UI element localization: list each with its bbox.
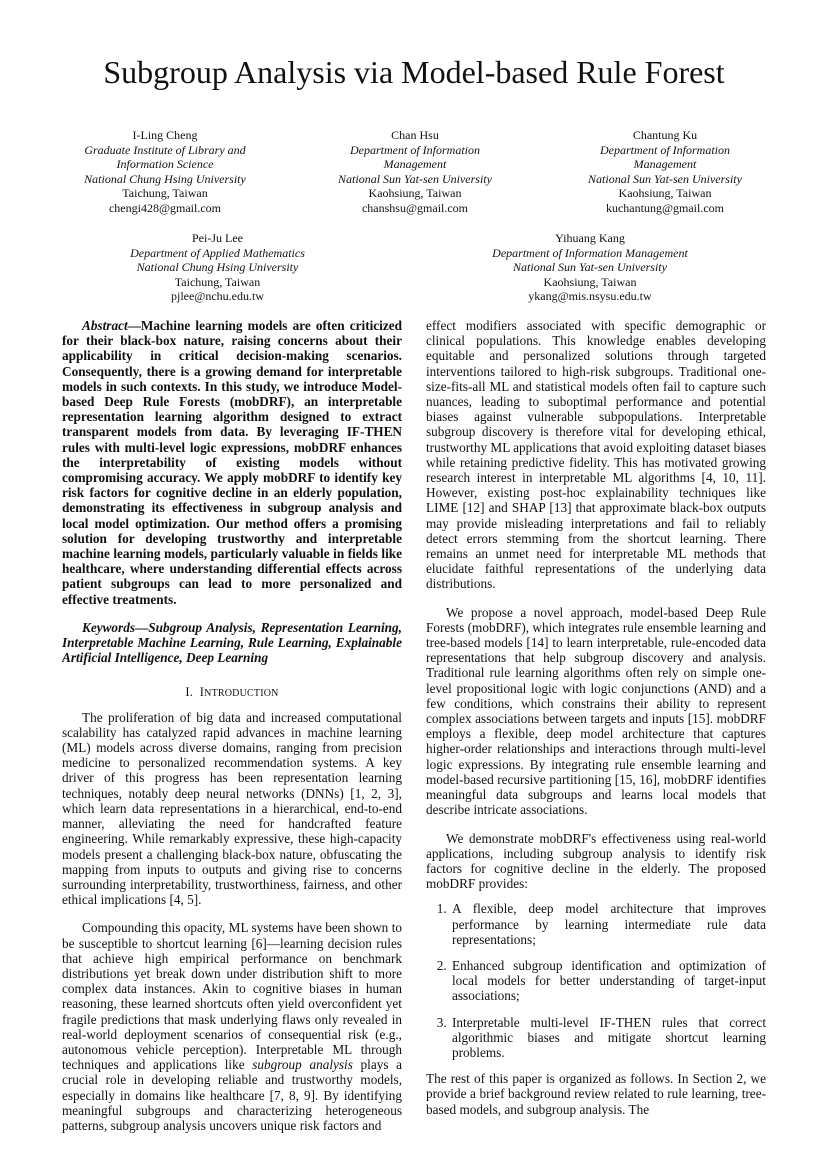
author-affiliation: Department of Information Management [492, 245, 688, 260]
author-location: Kaohsiung, Taiwan [543, 274, 637, 289]
left-column [62, 318, 402, 1148]
intro-paragraph-2-before: Compounding this opacity, ML systems have been shown to be susceptible to shortcut learning [6]—learning decision rules that achieve high empirical performance on benchmark distributions yet break down under distribution shift to more complex data instances. Akin to cognitive biases in human reasoning, these learned shortcuts often yield overconfident yet fragile predictions that mask underlying flaws only revealed in real-world deployment scenarios of consequential risk (e.g., autonomous vehicle perception). Interpretable ML through techniques and applications like [62, 920, 402, 1073]
authors-row-1 [40, 128, 790, 216]
author-affiliation: National Chung Hsing University [84, 171, 246, 186]
intro-paragraph-2-continued: effect modifiers associated with specific demographic or clinical populations. This knowledge enables developing equitable and personalized solutions through targeted interventions tailored to high-risk subgroups. Traditional one-size-fits-all ML and statistical models often fail to capture such nuances, leading to suboptimal performance and potential biases against vulnerable subpopulations. Interpretable subgroup discovery is therefore vital for developing ethical, trustworthy ML applications that avoid exploiting dataset biases while retaining predictive fidelity. This has motivated growing research interest in interpretable ML algorithms [4, 10, 11]. However, existing post-hoc explainability techniques like LIME [12] and SHAP [13] that approximate black-box outputs may provide misleading interpretations and fail to reliably detect errors stemming from the shortcut learning. There remains an unmet need for interpretable ML methods that elucidate faithful representations of the underlying data distributions. [426, 318, 766, 592]
author-location: Kaohsiung, Taiwan [368, 186, 462, 201]
author-affiliation: Department of Information [600, 142, 730, 157]
author-affiliation: National Chung Hsing University [136, 260, 299, 275]
author-affiliation: Information Science [116, 157, 214, 172]
list-item: 1. A flexible, deep model architecture that improves performance by learning intermediate rule data representations; [450, 901, 766, 947]
authors-row-2 [90, 231, 740, 304]
intro-paragraph-3: We propose a novel approach, model-based Deep Rule Forests (mobDRF), which integrates rule ensemble learning and tree-based models [14] to learn interpretable, rule-encoded data representations that help subgroup discovery and analysis. Traditional rule learning algorithms often rely on simple one-level propositional logic with logic conjunctions (AND) and a few conditions, which constrains their ability to represent complex associations between targets and inputs [15]. mobDRF employs a flexible, deep model architecture that captures higher-order relationships and interactions through multi-level logic expressions. By integrating rule ensemble learning and model-based recursive partitioning [15, 16], mobDRF identifies meaningful data subgroups and learns local models that describe intricate associations. [426, 604, 766, 818]
author-affiliation: Management [633, 157, 697, 172]
author-block [40, 128, 290, 216]
author-location: Kaohsiung, Taiwan [618, 186, 712, 201]
author-affiliation: Department of Information [350, 142, 480, 157]
author-affiliation: National Sun Yat-sen University [588, 171, 742, 186]
author-affiliation: Management [383, 157, 447, 172]
intro-paragraph-1: The proliferation of big data and increased computational scalability has catalyzed rapid advances in machine learning (ML) models across diverse domains, ranging from precision medicine to personalized recommendation systems. A key driver of this progress has been representation learning techniques, notably deep neural networks (DNNs) [1, 2, 3], which learn data representations in a hierarchical, end-to-end manner, alleviating the need for handcrafted feature engineering. While remarkably expressive, these high-capacity models present a challenging black-box nature, obfuscating the mapping from inputs to outputs and giving rise to concerns surrounding interpretability, trustworthiness, fairness, and other ethical implications [4, 5]. [62, 709, 402, 908]
author-block [440, 231, 740, 304]
author-email: chengi428@gmail.com [108, 200, 222, 215]
author-affiliation: Department of Applied Mathematics [130, 245, 305, 260]
author-affiliation: Graduate Institute of Library and [84, 142, 246, 157]
author-name: Chantung Ku [632, 128, 698, 142]
author-name: I-Ling Cheng [132, 128, 198, 142]
author-block [90, 231, 345, 304]
intro-paragraph-2-after: plays a crucial role in developing reliable and trustworthy models, especially in domains like healthcare [7, 8, 9]. By identifying meaningful subgroups and characterizing heterogeneous patterns, subgroup analysis uncovers unique risk factors and [62, 1057, 402, 1133]
section-numeral: I. [185, 685, 194, 700]
author-location: Taichung, Taiwan [174, 274, 261, 289]
author-email: kuchantung@gmail.com [605, 200, 725, 215]
intro-paragraph-5: The rest of this paper is organized as follows. In Section 2, we provide a brief background review related to rule learning, tree-based models, and subgroup analysis. The [426, 1071, 766, 1117]
author-email: ykang@mis.nsysu.edu.tw [528, 289, 652, 304]
author-location: Taichung, Taiwan [122, 186, 208, 201]
author-affiliation: National Sun Yat-sen University [338, 171, 492, 186]
abstract-text: —Machine learning models are often criticized for their black-box nature, raising concerns about their applicability in critical decision-making scenarios. Consequently, there is a growing demand for interpretable models in such contexts. In this study, we introduce Model-based Deep Rule Forests (mobDRF), an interpretable representation learning algorithm designed to extract transparent models from data. By leveraging IF-THEN rules with multi-level logic expressions, mobDRF enhances the interpretability of existing models without compromising accuracy. We apply mobDRF to identify key risk factors for cognitive decline in an elderly population, demonstrating its effectiveness in subgroup analysis and local model optimization. Our method offers a promising solution for developing trustworthy and interpretable machine learning models, particularly valuable in fields like healthcare, where understanding differential effects across patient subgroups can lead to more personalized and effective treatments. [62, 318, 402, 607]
author-block [290, 128, 540, 216]
abstract [62, 318, 402, 607]
author-name: Chan Hsu [391, 128, 439, 142]
abstract-lead: Abstract [82, 318, 128, 333]
right-column [426, 318, 766, 1148]
author-block [540, 128, 790, 216]
author-email: chanshsu@gmail.com [361, 200, 469, 215]
subgroup-analysis-emphasis: subgroup analysis [252, 1057, 353, 1073]
paper-title: Subgroup Analysis via Model-based Rule Forest [103, 54, 725, 90]
list-item: 3. Interpretable multi-level IF-THEN rules that correct algorithmic biases and mitigate shortcut learning problems. [450, 1015, 766, 1061]
section-title-first: I [199, 685, 205, 700]
author-name: Pei-Ju Lee [192, 231, 243, 245]
section-heading-introduction [62, 685, 402, 701]
intro-paragraph-2 [62, 920, 402, 1133]
keywords: Keywords—Subgroup Analysis, Representation Learning, Interpretable Machine Learning, Rule Learning, Explainable Artificial Intelligence, Deep Learning [62, 619, 402, 666]
author-affiliation: National Sun Yat-sen University [513, 260, 667, 275]
list-item: 2. Enhanced subgroup identification and optimization of local models for better understanding of target-input associations; [450, 958, 766, 1004]
author-email: pjlee@nchu.edu.tw [170, 289, 265, 304]
intro-paragraph-4: We demonstrate mobDRF's effectiveness using real-world applications, including subgroup analysis to identify risk factors for cognitive decline in the elderly. The proposed mobDRF provides: [426, 830, 766, 892]
contributions-list [426, 901, 766, 1060]
section-title-rest: NTRODUCTION [204, 688, 279, 700]
author-name: Yihuang Kang [555, 231, 625, 245]
